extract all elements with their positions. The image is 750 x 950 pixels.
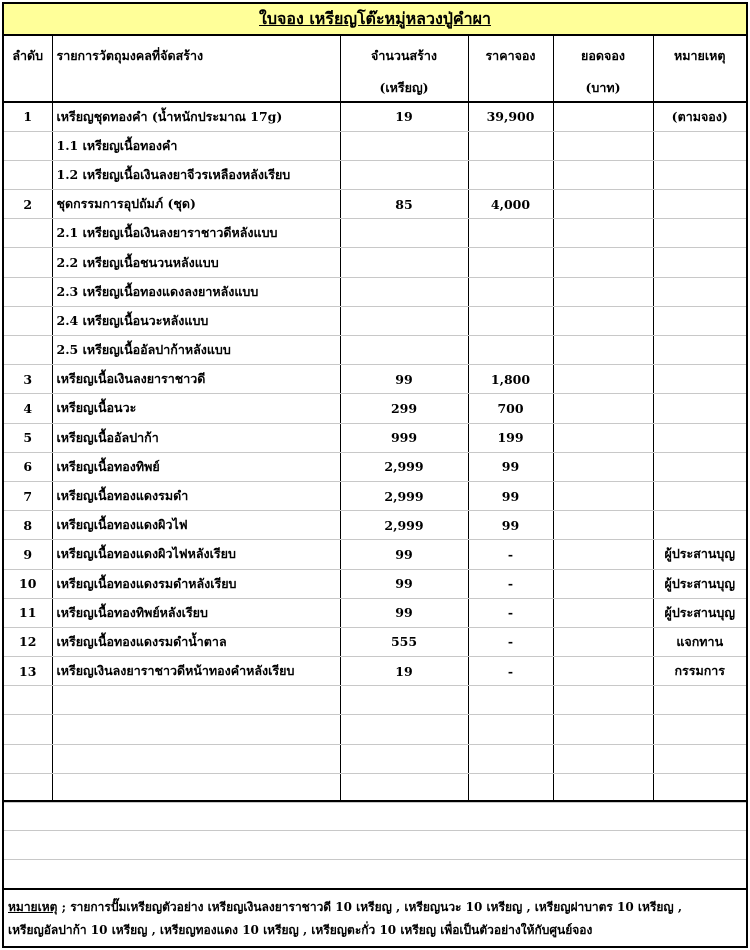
cell-item: เหรียญเนื้อทองแดงรมดำ <box>52 481 340 510</box>
cell-item: เหรียญเนื้อทองแดงผิวไฟ <box>52 511 340 540</box>
cell-price <box>468 773 553 802</box>
cell-price: - <box>468 627 553 656</box>
cell-price: 4,000 <box>468 190 553 219</box>
cell-price <box>468 686 553 715</box>
cell-qty <box>340 744 468 773</box>
table-row <box>4 598 746 627</box>
cell-price <box>468 336 553 365</box>
header-no: ลำดับ <box>4 36 52 102</box>
cell-remark <box>653 306 746 335</box>
cell-no: 4 <box>4 394 52 423</box>
cell-total <box>553 715 653 744</box>
cell-total <box>553 219 653 248</box>
cell-qty <box>340 306 468 335</box>
order-form <box>2 2 748 948</box>
cell-total <box>553 102 653 131</box>
cell-price <box>468 715 553 744</box>
cell-remark <box>653 248 746 277</box>
header-total <box>553 36 653 102</box>
header-remark: หมายเหตุ <box>653 36 746 102</box>
cell-remark: (ตามจอง) <box>653 102 746 131</box>
cell-no <box>4 744 52 773</box>
table-row <box>4 248 746 277</box>
cell-qty: 2,999 <box>340 452 468 481</box>
cell-qty: 19 <box>340 657 468 686</box>
cell-item <box>52 773 340 802</box>
table-row <box>4 452 746 481</box>
cell-price: 39,900 <box>468 102 553 131</box>
cell-qty: 999 <box>340 423 468 452</box>
header-total-line2: (บาท) <box>585 80 621 95</box>
cell-no: 3 <box>4 365 52 394</box>
cell-price <box>468 744 553 773</box>
cell-no: 7 <box>4 481 52 510</box>
cell-remark <box>653 481 746 510</box>
cell-total <box>553 773 653 802</box>
cell-no <box>4 248 52 277</box>
cell-remark <box>653 160 746 189</box>
blank-line <box>4 831 746 860</box>
cell-remark <box>653 686 746 715</box>
cell-no <box>4 306 52 335</box>
notes-text1: ; รายการปั๊มเหรียญตัวอย่าง เหรียญเงินลงยาราชาวดี 10 เหรียญ , เหรียญนวะ 10 เหรียญ , เหรียญฝาบาตร 10 เหรียญ , <box>57 900 682 914</box>
cell-item: เหรียญเนื้อนวะ <box>52 394 340 423</box>
notes-line2: เหรียญอัลปาก้า 10 เหรียญ , เหรียญทองแดง 10 เหรียญ , เหรียญตะกั่ว 10 เหรียญ เพื่อเป็นตัวอย่างให้กับศูนย์จอง <box>8 923 593 937</box>
cell-remark <box>653 365 746 394</box>
cell-total <box>553 481 653 510</box>
cell-item: เหรียญเนื้อเงินลงยาราชาวดี <box>52 365 340 394</box>
cell-item: 2.5 เหรียญเนื้ออัลปาก้าหลังแบบ <box>52 336 340 365</box>
cell-total <box>553 248 653 277</box>
cell-price: - <box>468 540 553 569</box>
cell-total <box>553 598 653 627</box>
cell-item: 2.2 เหรียญเนื้อชนวนหลังแบบ <box>52 248 340 277</box>
cell-price <box>468 248 553 277</box>
cell-total <box>553 452 653 481</box>
cell-price: 99 <box>468 511 553 540</box>
header-total-line1: ยอดจอง <box>581 48 625 63</box>
form-title: ใบจอง เหรียญโต๊ะหมู่หลวงปู่คำผา <box>4 4 746 36</box>
table-row <box>4 336 746 365</box>
cell-remark: ผู้ประสานบุญ <box>653 540 746 569</box>
cell-total <box>553 394 653 423</box>
table-row <box>4 657 746 686</box>
cell-qty: 99 <box>340 598 468 627</box>
cell-total <box>553 744 653 773</box>
cell-no <box>4 277 52 306</box>
items-table <box>4 36 746 803</box>
table-row <box>4 190 746 219</box>
cell-qty <box>340 277 468 306</box>
cell-price: - <box>468 569 553 598</box>
cell-price: 1,800 <box>468 365 553 394</box>
cell-no: 6 <box>4 452 52 481</box>
cell-total <box>553 160 653 189</box>
table-row <box>4 423 746 452</box>
cell-item: 1.1 เหรียญเนื้อทองคำ <box>52 131 340 160</box>
cell-remark: ผู้ประสานบุญ <box>653 598 746 627</box>
table-row <box>4 481 746 510</box>
cell-price: 99 <box>468 452 553 481</box>
blank-section <box>4 800 746 888</box>
cell-qty <box>340 131 468 160</box>
cell-qty <box>340 336 468 365</box>
cell-qty: 99 <box>340 569 468 598</box>
cell-qty <box>340 715 468 744</box>
cell-remark <box>653 394 746 423</box>
cell-item: เหรียญเนื้ออัลปาก้า <box>52 423 340 452</box>
table-row <box>4 744 746 773</box>
cell-remark <box>653 336 746 365</box>
table-row <box>4 394 746 423</box>
table-row <box>4 160 746 189</box>
cell-item: 2.4 เหรียญเนื้อนวะหลังแบบ <box>52 306 340 335</box>
cell-qty <box>340 686 468 715</box>
cell-qty: 85 <box>340 190 468 219</box>
cell-total <box>553 686 653 715</box>
cell-qty: 555 <box>340 627 468 656</box>
cell-remark <box>653 715 746 744</box>
cell-total <box>553 657 653 686</box>
cell-item: 1.2 เหรียญเนื้อเงินลงยาจีวรเหลืองหลังเรียบ <box>52 160 340 189</box>
cell-no: 1 <box>4 102 52 131</box>
table-row <box>4 511 746 540</box>
cell-price: - <box>468 598 553 627</box>
cell-price: 199 <box>468 423 553 452</box>
cell-total <box>553 423 653 452</box>
cell-remark <box>653 277 746 306</box>
header-qty <box>340 36 468 102</box>
cell-item: เหรียญเนื้อทองแดงรมดำหลังเรียบ <box>52 569 340 598</box>
table-row <box>4 365 746 394</box>
table-row <box>4 219 746 248</box>
cell-total <box>553 627 653 656</box>
cell-no: 13 <box>4 657 52 686</box>
notes-line1 <box>8 896 742 919</box>
cell-item: เหรียญเนื้อทองทิพย์ <box>52 452 340 481</box>
cell-total <box>553 540 653 569</box>
blank-line <box>4 860 746 889</box>
cell-qty: 19 <box>340 102 468 131</box>
cell-no: 8 <box>4 511 52 540</box>
table-row <box>4 131 746 160</box>
cell-no <box>4 219 52 248</box>
header-item: รายการวัตถุมงคลที่จัดสร้าง <box>52 36 340 102</box>
cell-no <box>4 336 52 365</box>
cell-no: 9 <box>4 540 52 569</box>
cell-no <box>4 160 52 189</box>
notes-label: หมายเหตุ <box>8 900 58 914</box>
cell-price <box>468 306 553 335</box>
header-price: ราคาจอง <box>468 36 553 102</box>
table-row <box>4 540 746 569</box>
cell-total <box>553 306 653 335</box>
cell-item: เหรียญเนื้อทองแดงผิวไฟหลังเรียบ <box>52 540 340 569</box>
table-row <box>4 102 746 131</box>
table-row <box>4 715 746 744</box>
cell-remark: กรรมการ <box>653 657 746 686</box>
cell-remark <box>653 219 746 248</box>
header-qty-line2: (เหรียญ) <box>379 80 429 95</box>
cell-remark <box>653 190 746 219</box>
cell-remark: แจกทาน <box>653 627 746 656</box>
cell-qty <box>340 160 468 189</box>
table-row <box>4 627 746 656</box>
cell-total <box>553 511 653 540</box>
table-row <box>4 686 746 715</box>
cell-total <box>553 365 653 394</box>
cell-item: ชุดกรรมการอุปถัมภ์ (ชุด) <box>52 190 340 219</box>
cell-item <box>52 686 340 715</box>
cell-qty <box>340 248 468 277</box>
blank-line <box>4 802 746 831</box>
cell-total <box>553 190 653 219</box>
cell-remark <box>653 511 746 540</box>
cell-item: เหรียญชุดทองคำ (น้ำหนักประมาณ 17g) <box>52 102 340 131</box>
cell-no <box>4 773 52 802</box>
cell-total <box>553 336 653 365</box>
cell-no <box>4 131 52 160</box>
notes-section <box>4 888 746 946</box>
cell-item: 2.3 เหรียญเนื้อทองแดงลงยาหลังแบบ <box>52 277 340 306</box>
cell-no: 10 <box>4 569 52 598</box>
cell-item: 2.1 เหรียญเนื้อเงินลงยาราชาวดีหลังแบบ <box>52 219 340 248</box>
cell-remark <box>653 744 746 773</box>
table-row <box>4 306 746 335</box>
header-qty-line1: จำนวนสร้าง <box>371 48 437 63</box>
cell-remark <box>653 423 746 452</box>
cell-qty: 99 <box>340 365 468 394</box>
cell-remark <box>653 452 746 481</box>
cell-price <box>468 131 553 160</box>
cell-no: 11 <box>4 598 52 627</box>
table-row <box>4 773 746 802</box>
cell-qty: 299 <box>340 394 468 423</box>
cell-qty: 99 <box>340 540 468 569</box>
cell-item <box>52 744 340 773</box>
cell-item: เหรียญเนื้อทองทิพย์หลังเรียบ <box>52 598 340 627</box>
cell-no: 2 <box>4 190 52 219</box>
cell-item: เหรียญเงินลงยาราชาวดีหน้าทองคำหลังเรียบ <box>52 657 340 686</box>
cell-price <box>468 219 553 248</box>
cell-qty <box>340 219 468 248</box>
table-row <box>4 277 746 306</box>
header-row <box>4 36 746 102</box>
cell-total <box>553 569 653 598</box>
cell-item: เหรียญเนื้อทองแดงรมดำน้ำตาล <box>52 627 340 656</box>
cell-no <box>4 715 52 744</box>
cell-remark <box>653 773 746 802</box>
cell-price: 99 <box>468 481 553 510</box>
cell-price <box>468 160 553 189</box>
cell-no <box>4 686 52 715</box>
cell-remark <box>653 131 746 160</box>
cell-remark: ผู้ประสานบุญ <box>653 569 746 598</box>
cell-no: 12 <box>4 627 52 656</box>
cell-price: 700 <box>468 394 553 423</box>
cell-total <box>553 277 653 306</box>
cell-qty: 2,999 <box>340 481 468 510</box>
cell-qty: 2,999 <box>340 511 468 540</box>
cell-total <box>553 131 653 160</box>
cell-qty <box>340 773 468 802</box>
cell-no: 5 <box>4 423 52 452</box>
table-row <box>4 569 746 598</box>
cell-price <box>468 277 553 306</box>
cell-price: - <box>468 657 553 686</box>
cell-item <box>52 715 340 744</box>
